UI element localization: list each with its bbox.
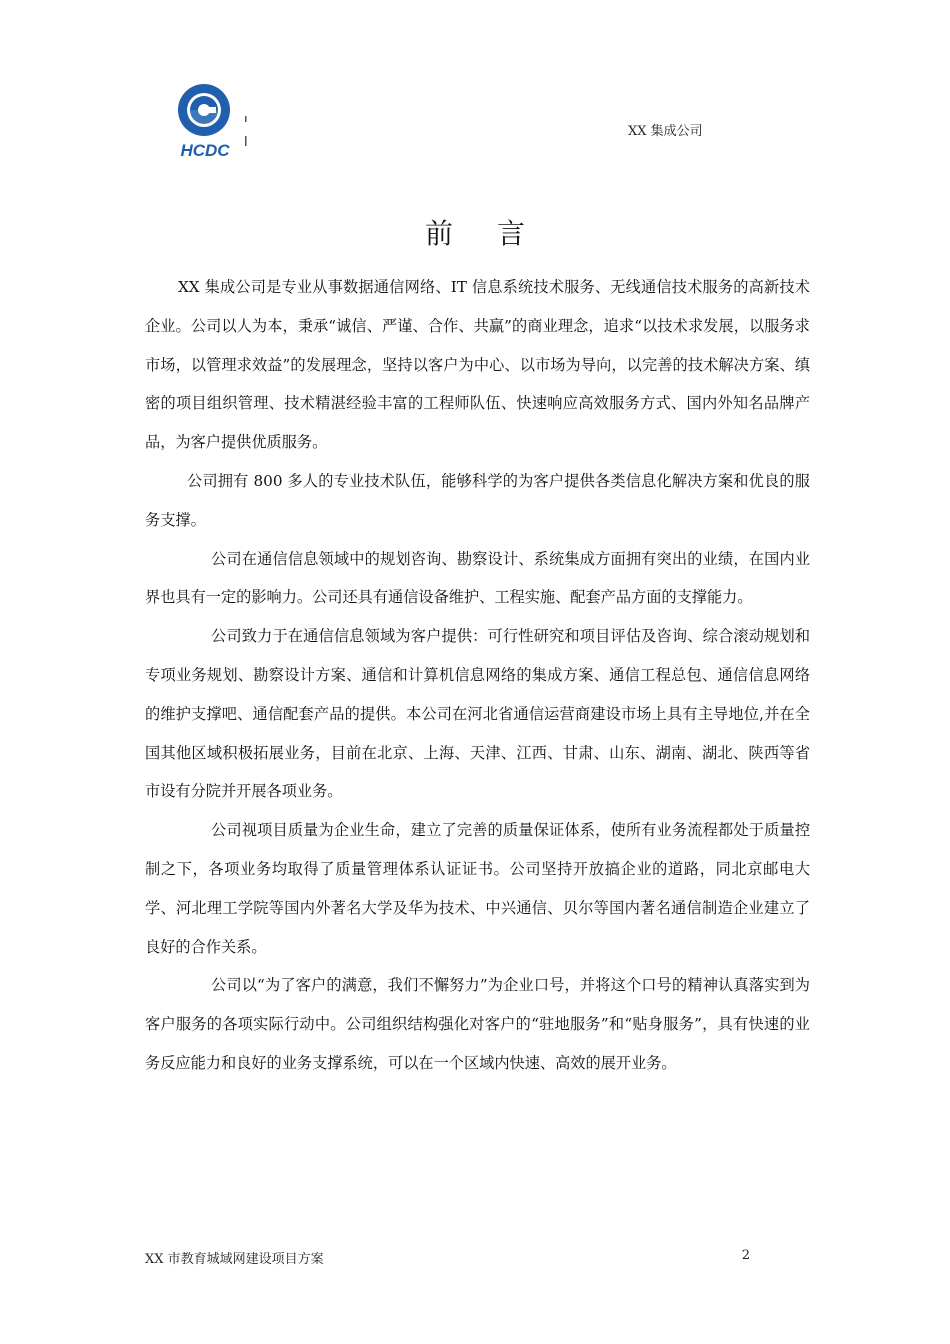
logo-text: HCDC <box>180 141 230 160</box>
paragraph: 公司以“为了客户的满意，我们不懈努力”为企业口号，并将这个口号的精神认真落实到为客户服务的各项实际行动中。公司组织结构强化对客户的“驻地服务”和“贴身服务”，具有快速的业务反应能力和良好的业务支撑系统，可以在一个区域内快速、高效的展开业务。 <box>145 976 810 1072</box>
page-number: 2 <box>741 1248 750 1263</box>
paragraph: 公司致力于在通信信息领域为客户提供：可行性研究和项目评估及咨询、综合滚动规划和专项业务规划、勘察设计方案、通信和计算机信息网络的集成方案、通信工程总包、通信信息网络的维护支撑吧、通信配套产品的提供。本公司在河北省通信运营商建设市场上具有主导地位,并在全国其他区域积极拓展业务，目前在北京、上海、天津、江西、甘肃、山东、湖南、湖北、陕西等省市设有分院并开展各项业务。 <box>145 627 810 801</box>
page-title: 前言 <box>424 217 569 250</box>
paragraph: 公司视项目质量为企业生命，建立了完善的质量保证体系，使所有业务流程都处于质量控制之下，各项业务均取得了质量管理体系认证证书。公司坚持开放搞企业的道路，同北京邮电大学、河北理工学院等国内外著名大学及华为技术、中兴通信、贝尔等国内著名通信制造企业建立了良好的合作关系。 <box>145 821 810 956</box>
document-body <box>145 268 810 1083</box>
header-company-name: XX 集成公司 <box>628 124 703 139</box>
company-logo <box>170 80 250 160</box>
paragraph: 公司拥有 800 多人的专业技术队伍，能够科学的为客户提供各类信息化解决方案和优良的服务支撑。 <box>145 471 810 529</box>
page-footer <box>145 1248 750 1267</box>
paragraph: XX 集成公司是专业从事数据通信网络、IT 信息系统技术服务、无线通信技术服务的高新技术企业。公司以人为本，秉承“诚信、严谨、合作、共赢”的商业理念，追求“以技术求发展，以服务求市场，以管理求效益”的发展理念，坚持以客户为中心、以市场为导向，以完善的技术解决方案、缜密的项目组织管理、技术精湛经验丰富的工程师队伍、快速响应高效服务方式、国内外知名品牌产品，为客户提供优质服务。 <box>145 278 810 452</box>
paragraph: 公司在通信信息领域中的规划咨询、勘察设计、系统集成方面拥有突出的业绩，在国内业界也具有一定的影响力。公司还具有通信设备维护、工程实施、配套产品方面的支撑能力。 <box>145 549 810 607</box>
footer-doc-title: XX 市教育城域网建设项目方案 <box>145 1252 324 1267</box>
